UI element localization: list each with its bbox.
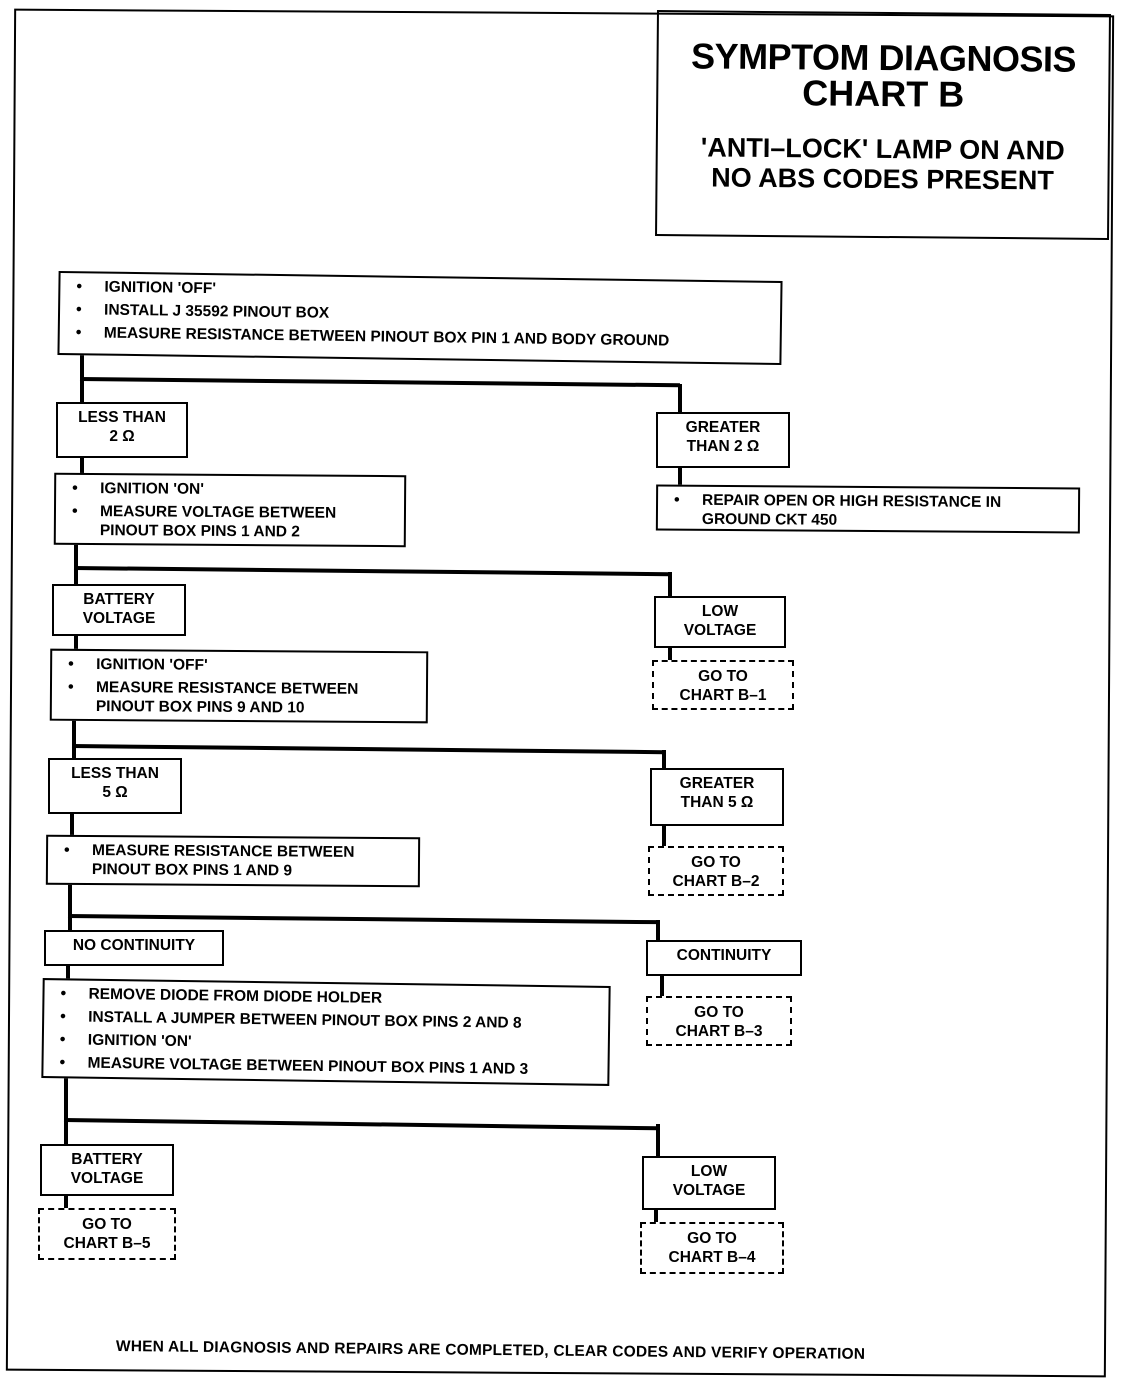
step-3-box [50, 649, 428, 724]
step-4-item: • MEASURE RESISTANCE BETWEEN PINOUT BOX PINS 1 AND 9 [52, 841, 412, 882]
result-label: LESS THAN [71, 765, 159, 782]
result-label: 2 Ω [109, 428, 135, 445]
repair-ground-box [656, 485, 1080, 534]
step-1-item: • INSTALL J 35592 PINOUT BOX [64, 300, 774, 329]
result-less-than-2-ohm [56, 402, 188, 458]
result-label: LOW [701, 603, 739, 620]
step-5-item: • IGNITION 'ON' [48, 1030, 602, 1057]
result-label: VOLTAGE [70, 1170, 144, 1187]
goto-label: CHART B–5 [63, 1235, 151, 1252]
result-label: 5 Ω [102, 784, 128, 801]
step-5-box [41, 978, 610, 1086]
step-5-item: • MEASURE VOLTAGE BETWEEN PINOUT BOX PINS 1 AND 3 [47, 1053, 601, 1080]
connector [668, 572, 672, 596]
goto-label: CHART B–1 [679, 687, 767, 704]
goto-chart-b4[interactable] [640, 1222, 784, 1274]
result-label: THAN 5 Ω [680, 794, 754, 811]
connector [678, 384, 682, 414]
result-label: LOW [690, 1163, 728, 1180]
result-label: VOLTAGE [672, 1182, 746, 1199]
step-5-item: • REMOVE DIODE FROM DIODE HOLDER [48, 984, 602, 1011]
repair-item: • REPAIR OPEN OR HIGH RESISTANCE IN GROUND CKT 450 [662, 491, 1072, 532]
step-5-item: • INSTALL A JUMPER BETWEEN PINOUT BOX PINS 2 AND 8 [48, 1007, 602, 1034]
connector [72, 720, 76, 760]
connector [662, 750, 666, 770]
step-1-item: • IGNITION 'OFF' [64, 277, 774, 306]
step-2-item: • MEASURE VOLTAGE BETWEEN PINOUT BOX PINS 1 AND 2 [60, 502, 398, 542]
subtitle-line-1: 'ANTI–LOCK' LAMP ON AND [700, 132, 1065, 166]
goto-label: CHART B–4 [668, 1249, 756, 1266]
step-1-box [57, 271, 782, 365]
result-low-voltage [654, 596, 786, 648]
subtitle-line-2: NO ABS CODES PRESENT [711, 162, 1054, 196]
step-2-box [54, 473, 406, 547]
connector [660, 974, 664, 998]
title-block [655, 10, 1111, 240]
goto-chart-b5[interactable] [38, 1208, 176, 1260]
goto-label: GO TO [687, 1230, 737, 1247]
connector [656, 1124, 660, 1158]
goto-chart-b3[interactable] [646, 996, 792, 1046]
goto-label: CHART B–3 [675, 1023, 763, 1040]
result-label: LESS THAN [78, 409, 166, 426]
goto-chart-b1[interactable] [652, 660, 794, 710]
connector [662, 824, 666, 848]
connector [80, 349, 84, 403]
result-less-than-5-ohm [48, 758, 182, 814]
goto-chart-b2[interactable] [648, 846, 784, 896]
goto-label: GO TO [691, 854, 741, 871]
goto-label: CHART B–2 [672, 873, 760, 890]
goto-label: GO TO [694, 1004, 744, 1021]
result-greater-than-5-ohm [650, 768, 784, 826]
result-label: BATTERY [71, 1151, 143, 1168]
result-label: THAN 2 Ω [686, 438, 760, 455]
goto-label: GO TO [82, 1216, 132, 1233]
connector [64, 1078, 68, 1146]
step-3-item: • MEASURE RESISTANCE BETWEEN PINOUT BOX PINS 9 AND 10 [56, 678, 420, 719]
result-label: BATTERY [83, 591, 155, 608]
result-label: VOLTAGE [683, 622, 757, 639]
result-battery-voltage-2 [40, 1144, 174, 1196]
result-low-voltage-2 [642, 1156, 776, 1210]
step-2-item: • IGNITION 'ON' [60, 479, 398, 500]
result-label: GREATER [679, 775, 755, 792]
step-4-box [46, 835, 420, 888]
chart-title: SYMPTOM DIAGNOSIS [690, 35, 1077, 80]
chart-id: CHART B [802, 72, 965, 115]
goto-label: GO TO [698, 668, 748, 685]
result-no-continuity [44, 930, 224, 966]
connector [74, 540, 78, 584]
result-label: VOLTAGE [82, 610, 156, 627]
footer-note: WHEN ALL DIAGNOSIS AND REPAIRS ARE COMPLETED, CLEAR CODES AND VERIFY OPERATION [115, 1338, 866, 1363]
result-label: CONTINUITY [676, 947, 772, 964]
result-label: GREATER [685, 419, 761, 436]
step-3-item: • IGNITION 'OFF' [56, 655, 420, 677]
result-label: NO CONTINUITY [72, 937, 196, 954]
chart-subtitle [657, 132, 1108, 196]
result-continuity [646, 940, 802, 976]
step-1-item: • MEASURE RESISTANCE BETWEEN PINOUT BOX PIN 1 AND BODY GROUND [64, 323, 774, 352]
connector [68, 884, 72, 934]
result-greater-than-2-ohm [656, 412, 790, 468]
result-battery-voltage [52, 584, 186, 636]
